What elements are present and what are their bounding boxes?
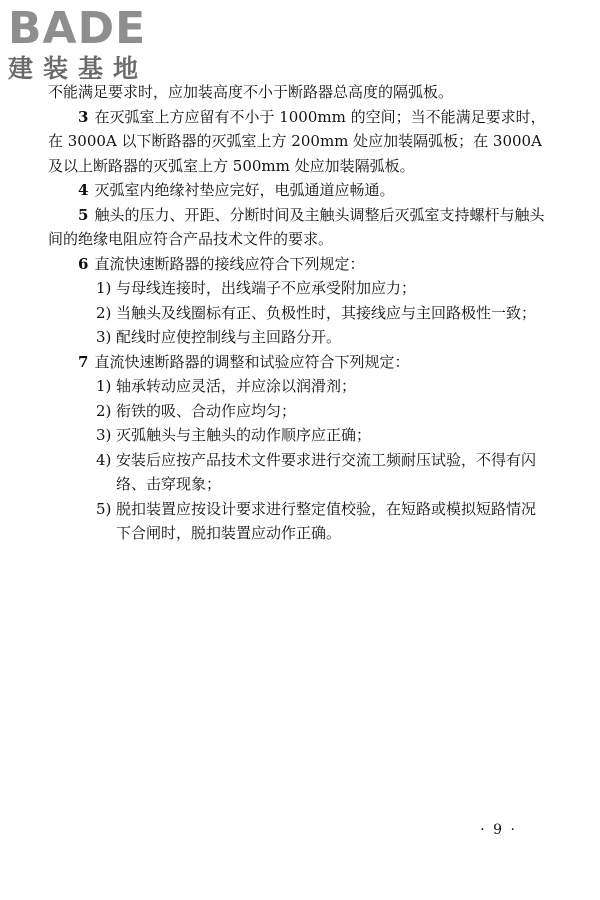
list-item <box>96 374 548 399</box>
list-item-number: 3) <box>96 328 112 346</box>
list-item-number: 1) <box>96 377 112 395</box>
list-item-number: 1) <box>96 279 112 297</box>
logo-subtitle: 建装基地 <box>8 54 149 83</box>
list-item-text: 配线时应使控制线与主回路分开。 <box>116 328 342 346</box>
list-item <box>96 276 548 301</box>
list-item-number: 4) <box>96 450 112 469</box>
clause-text: 直流快速断路器的调整和试验应符合下列规定： <box>94 352 410 371</box>
list-item-number: 5) <box>96 499 112 518</box>
clause-number: 5 <box>78 205 89 224</box>
list-item-number: 2) <box>96 303 112 322</box>
list-item <box>96 448 548 497</box>
list-item-number: 3) <box>96 426 112 444</box>
clause-4 <box>48 178 548 203</box>
list-item-text: 当触头及线圈标有正、负极性时，其接线应与主回路极性一致； <box>116 303 537 322</box>
list-item <box>96 423 548 448</box>
list-item <box>96 301 548 326</box>
clause-number: 6 <box>78 254 89 273</box>
list-item-text: 衔铁的吸、合动作应均匀； <box>116 401 297 420</box>
clause-5 <box>48 203 548 252</box>
clause-text: 灭弧室内绝缘衬垫应完好，电弧通道应畅通。 <box>94 181 395 199</box>
clause-number: 3 <box>78 107 89 126</box>
clause-number: 7 <box>78 352 89 371</box>
list-item <box>96 399 548 424</box>
list-item-text: 与母线连接时，出线端子不应承受附加应力； <box>116 279 417 297</box>
clause-6 <box>48 252 548 277</box>
list-item-text: 灭弧触头与主触头的动作顺序应正确； <box>116 426 372 444</box>
paragraph-continuation: 不能满足要求时，应加装高度不小于断路器总高度的隔弧板。 <box>48 83 454 101</box>
clause-7 <box>48 350 548 375</box>
list-item-number: 2) <box>96 401 112 420</box>
list-item-text: 轴承转动应灵活，并应涂以润滑剂； <box>116 377 357 395</box>
brand-logo <box>8 3 149 84</box>
page-number: · 9 · <box>480 822 517 838</box>
clause-text: 触头的压力、开距、分断时间及主触头调整后灭弧室支持螺杆与触头间的绝缘电阻应符合产品技术文件的要求。 <box>48 205 545 248</box>
list-item <box>96 497 548 546</box>
clause-text: 直流快速断路器的接线应符合下列规定： <box>94 254 365 273</box>
list-item-text: 脱扣装置应按设计要求进行整定值校验，在短路或模拟短路情况下合闸时，脱扣装置应动作正确。 <box>116 499 537 542</box>
list-item-text: 安装后应按产品技术文件要求进行交流工频耐压试验，不得有闪络、击穿现象； <box>116 450 537 493</box>
logo-mark: BADE <box>8 3 147 54</box>
clause-3 <box>48 105 548 179</box>
list-item <box>96 325 548 350</box>
document-body <box>48 80 548 546</box>
clause-text: 在灭弧室上方应留有不小于 1000mm 的空间；当不能满足要求时，在 3000A 以下断路器的灭弧室上方 200mm 处应加装隔弧板；在 3000A 及以上断路器的灭弧室上方 500mm 处应加装隔弧板。 <box>48 107 546 175</box>
clause-number: 4 <box>78 181 89 199</box>
